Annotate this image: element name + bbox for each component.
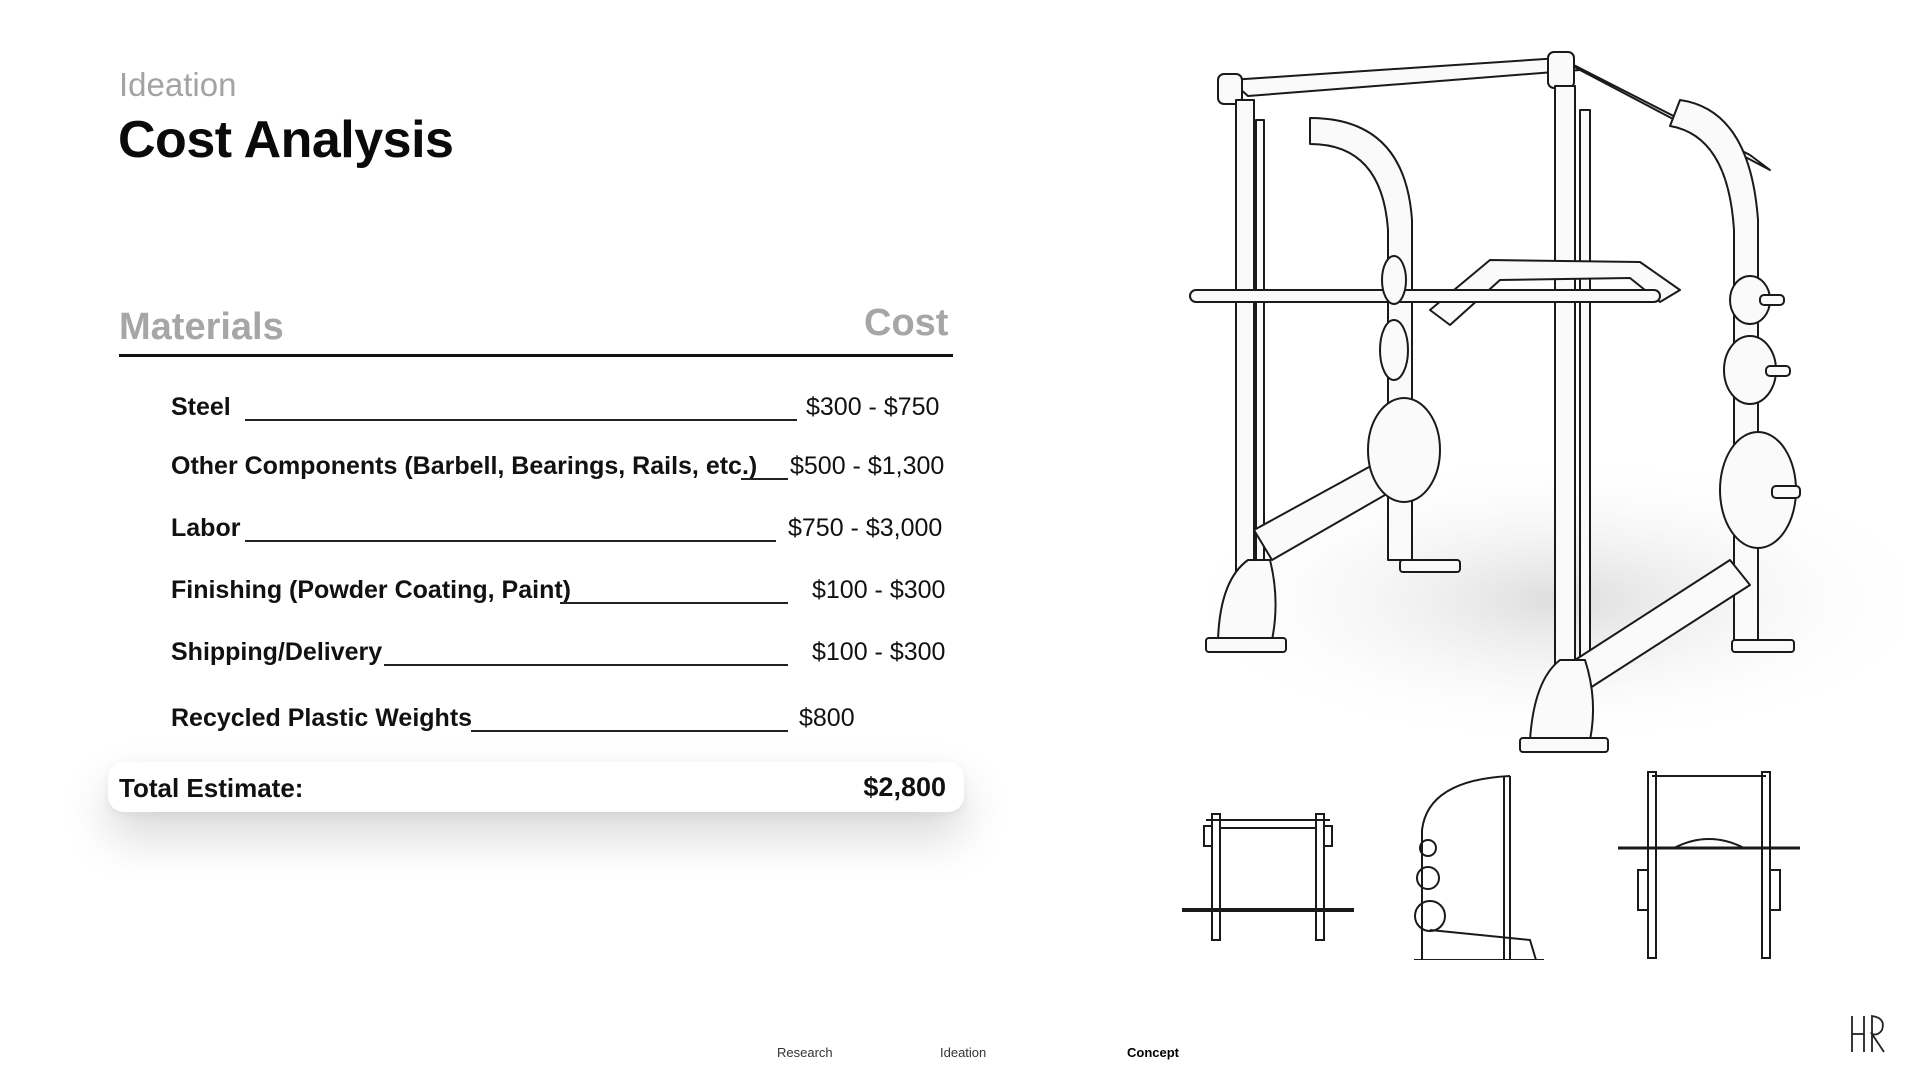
nav-research[interactable]: Research <box>777 1045 833 1060</box>
leader-line <box>471 730 788 732</box>
section-eyebrow: Ideation <box>119 66 237 103</box>
row-label: Steel <box>171 393 231 421</box>
front-view-thumbnail <box>1178 770 1358 950</box>
cost-row <box>171 393 953 425</box>
cost-row <box>171 704 953 736</box>
cost-header: Cost <box>864 302 949 344</box>
page-title: Cost Analysis <box>118 111 454 169</box>
row-label: Recycled Plastic Weights <box>171 704 473 732</box>
row-cost: $100 - $300 <box>812 638 946 666</box>
row-cost: $100 - $300 <box>812 576 946 604</box>
row-label: Labor <box>171 514 241 542</box>
cost-row <box>171 638 953 670</box>
row-cost: $500 - $1,300 <box>790 452 945 480</box>
hr-logo <box>1848 1012 1888 1056</box>
smith-machine-render <box>1160 40 1900 760</box>
leader-line <box>560 602 788 604</box>
total-value: $2,800 <box>863 772 946 802</box>
leader-line <box>245 540 776 542</box>
cost-row <box>171 576 953 608</box>
header-rule <box>119 354 953 357</box>
leader-line <box>245 419 797 421</box>
side-view-thumbnail <box>1410 770 1550 960</box>
total-label: Total Estimate: <box>119 773 304 803</box>
row-label: Other Components (Barbell, Bearings, Rails, etc.) <box>171 452 758 480</box>
row-cost: $300 - $750 <box>806 393 940 421</box>
materials-header: Materials <box>119 306 284 348</box>
row-cost: $800 <box>799 704 855 732</box>
nav-concept[interactable]: Concept <box>1127 1045 1179 1060</box>
cost-row <box>171 514 953 546</box>
leader-line <box>384 664 788 666</box>
leader-line <box>741 478 788 480</box>
row-label: Shipping/Delivery <box>171 638 383 666</box>
total-estimate-card <box>108 762 964 812</box>
nav-ideation[interactable]: Ideation <box>940 1045 987 1060</box>
back-view-thumbnail <box>1614 770 1804 960</box>
row-label: Finishing (Powder Coating, Paint) <box>171 576 571 604</box>
cost-row <box>171 452 953 484</box>
row-cost: $750 - $3,000 <box>788 514 943 542</box>
